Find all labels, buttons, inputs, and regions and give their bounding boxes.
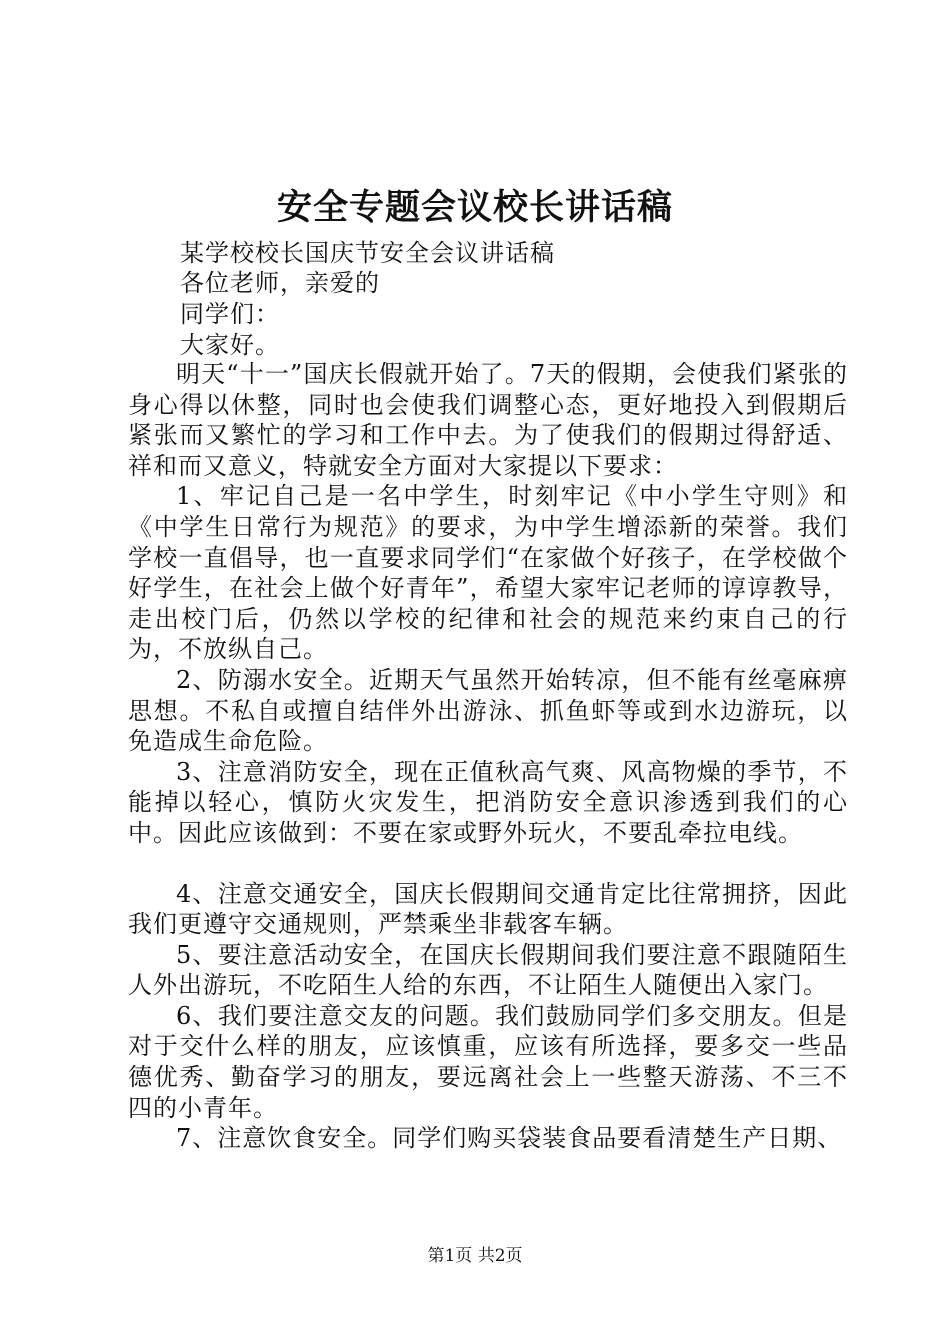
paragraph-item-3: 3、注意消防安全，现在正值秋高气爽、风高物燥的季节，不能掉以轻心，慎防火灾发生，把消防安全意识渗透到我们的心中。因此应该做到：不要在家或野外玩火，不要乱牵拉电线。 bbox=[128, 757, 848, 847]
greeting-line-2: 同学们： bbox=[180, 300, 280, 328]
paragraph-item-2: 2、防溺水安全。近期天气虽然开始转凉，但不能有丝毫麻痹思想。不私自或擅自结伴外出游泳、抓鱼虾等或到水边游玩，以免造成生命危险。 bbox=[128, 665, 848, 756]
document-body bbox=[128, 359, 848, 1154]
paragraph-intro: 明天“十一”国庆长假就开始了。7天的假期，会使我们紧张的身心得以休整，同时也会使我们调整心态，更好地投入到假期后紧张而又繁忙的学习和工作中去。为了使我们的假期过得舒适、祥和而又意义，特就安全方面对大家提以下要求： bbox=[128, 360, 848, 480]
paragraph-item-5: 5、要注意活动安全，在国庆长假期间我们要注意不跟随陌生人外出游玩，不吃陌生人给的东西，不让陌生人随便出入家门。 bbox=[128, 940, 848, 1000]
paragraph-item-7: 7、注意饮食安全。同学们购买袋装食品要看清楚生产日期、 bbox=[176, 1124, 843, 1153]
document-title: 安全专题会议校长讲话稿 bbox=[276, 187, 673, 228]
greeting-line-1: 各位老师，亲爱的 bbox=[180, 269, 380, 297]
paragraph-item-1: 1、牢记自己是一名中学生，时刻牢记《中小学生守则》和《中学生日常行为规范》的要求，为中学生增添新的荣誉。我们学校一直倡导，也一直要求同学们“在家做个好孩子，在学校做个好学生，在社会上做个好青年”，希望大家牢记老师的谆谆教导，走出校门后，仍然以学校的纪律和社会的规范来约束自己的行为，不放纵自己。 bbox=[128, 482, 848, 664]
document-subtitle: 某学校校长国庆节安全会议讲话稿 bbox=[180, 239, 555, 267]
paragraph-item-4: 4、注意交通安全，国庆长假期间交通肯定比往常拥挤，因此我们更遵守交通规则，严禁乘坐非载客车辆。 bbox=[128, 879, 848, 939]
greeting-line-3: 大家好。 bbox=[180, 331, 280, 359]
page-footer: 第1页 共2页 bbox=[427, 1246, 523, 1266]
blank-line bbox=[128, 849, 848, 879]
paragraph-item-6: 6、我们要注意交友的问题。我们鼓励同学们多交朋友。但是对于交什么样的朋友，应该慎重，应该有所选择，要多交一些品德优秀、勤奋学习的朋友，要远离社会上一些整天游荡、不三不四的小青年。 bbox=[128, 1001, 848, 1122]
